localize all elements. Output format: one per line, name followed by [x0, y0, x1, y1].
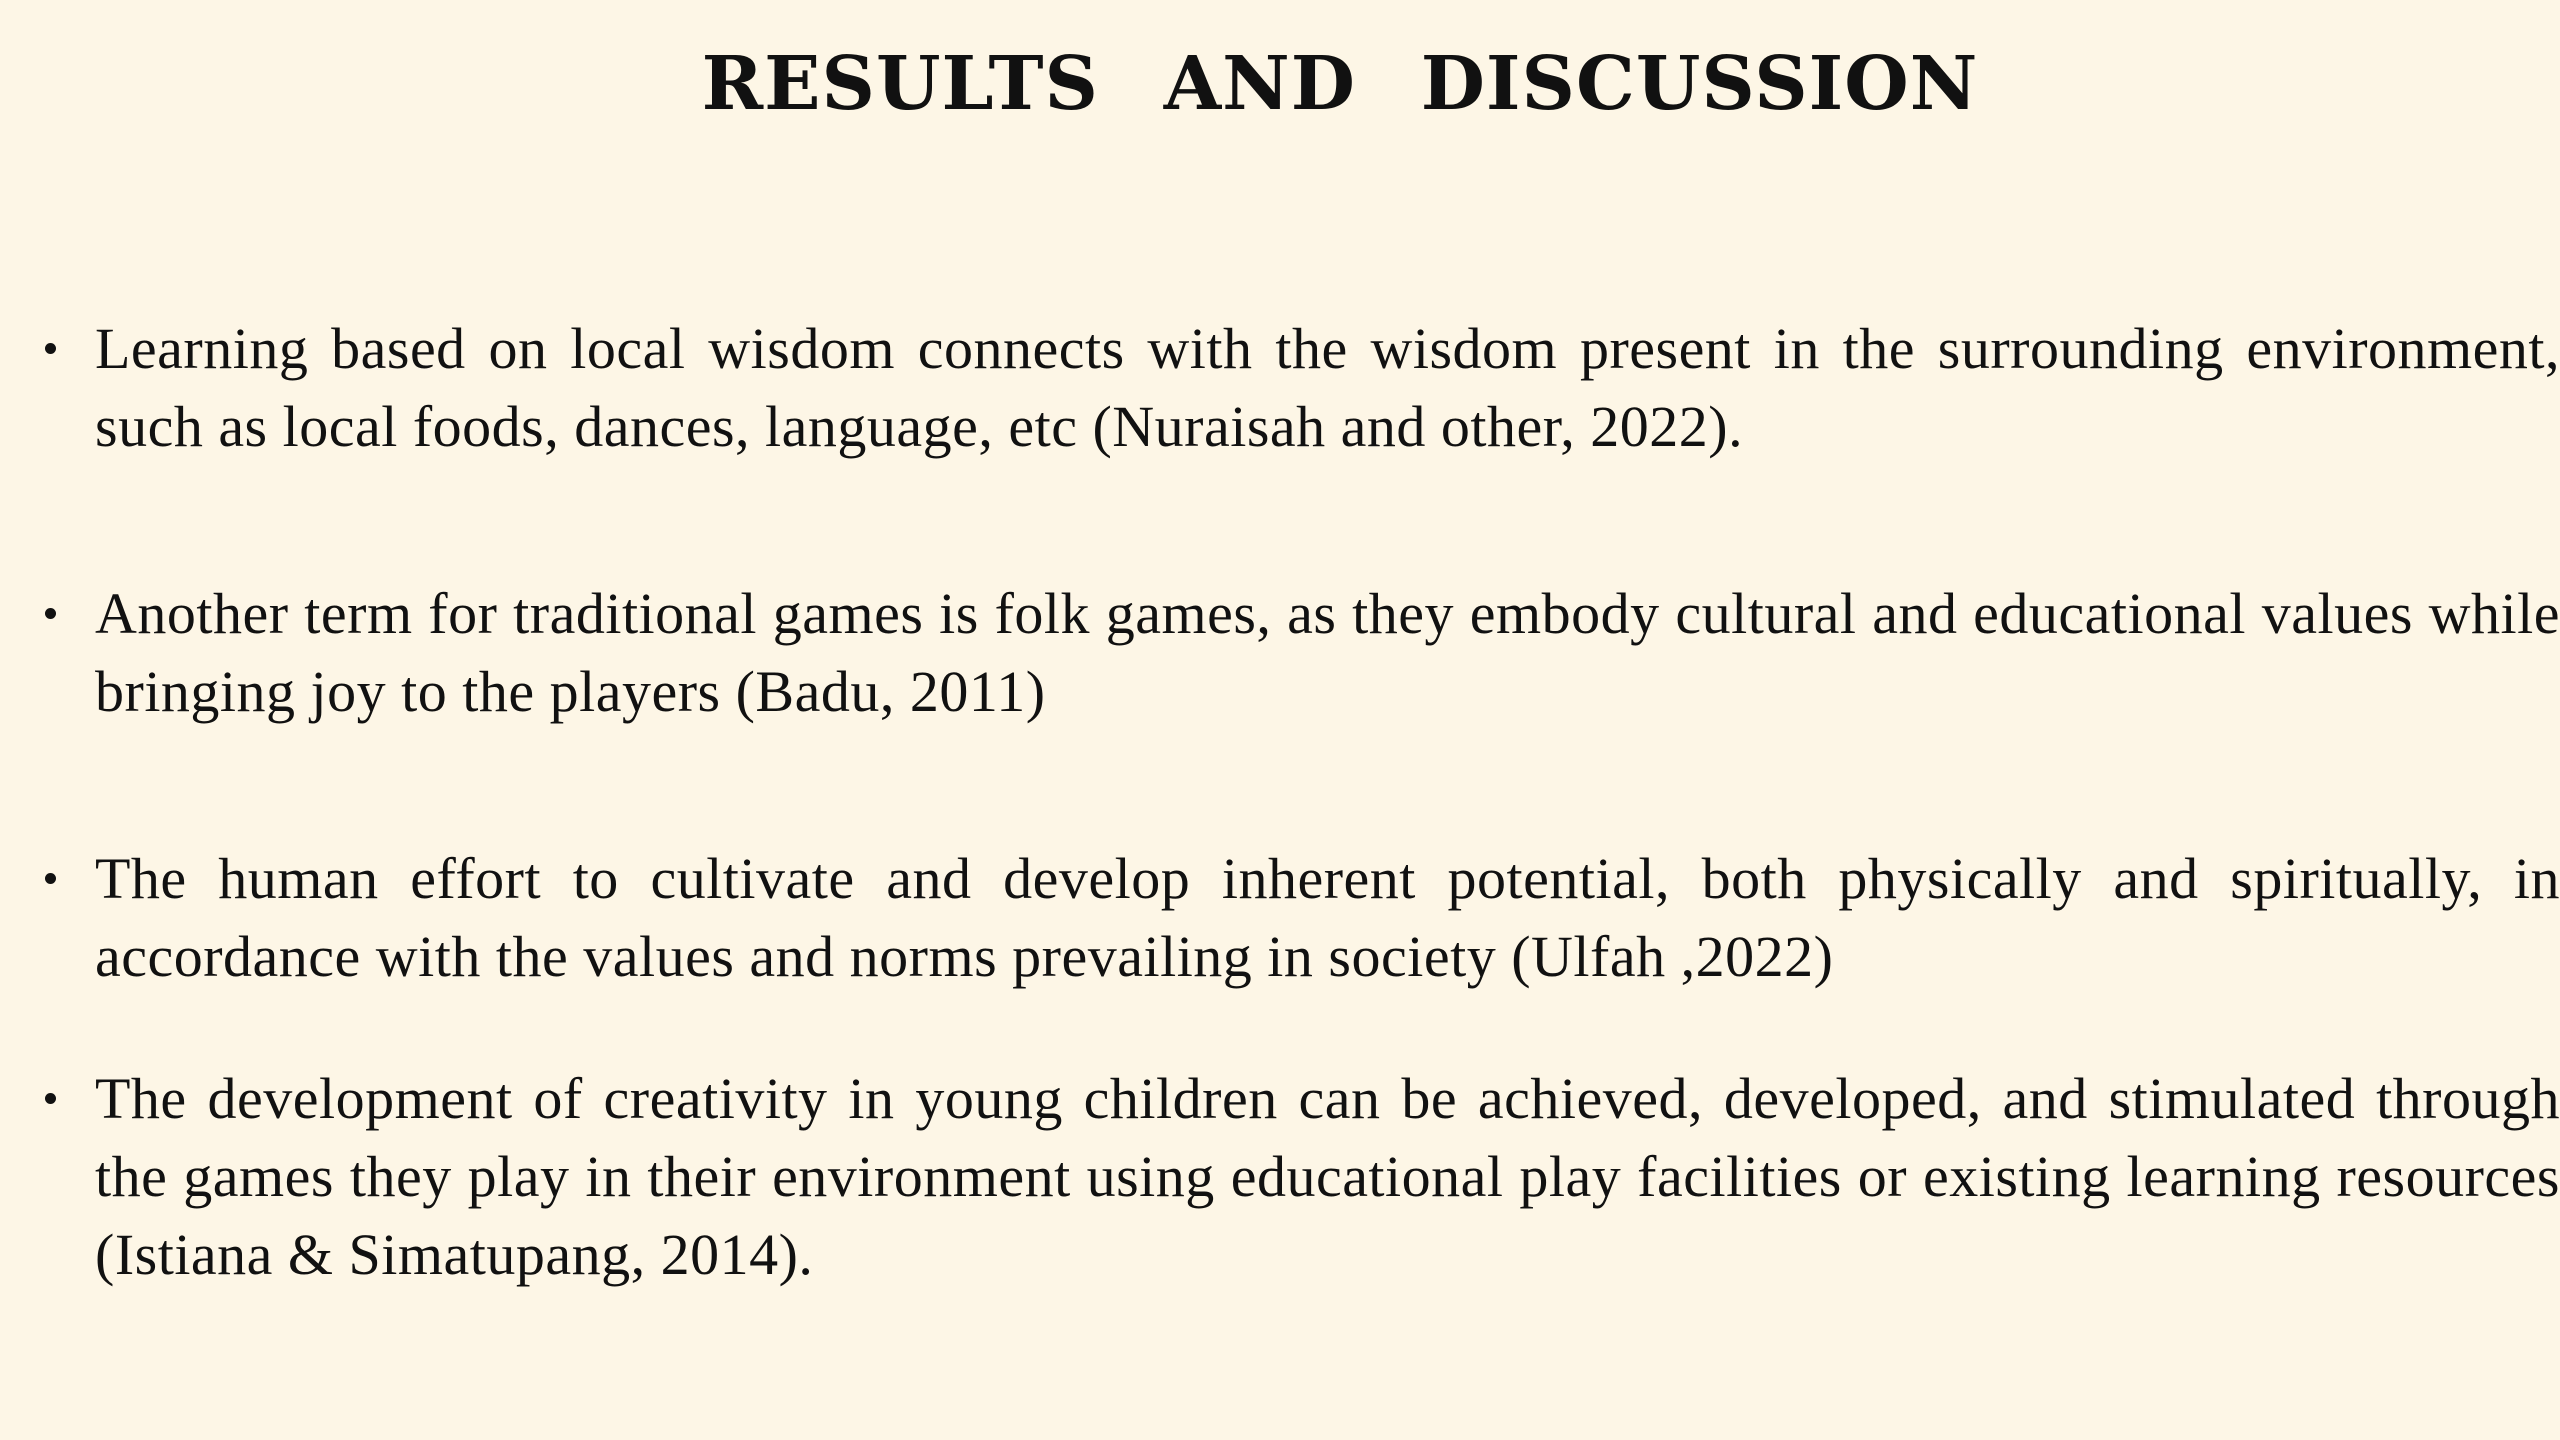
slide-title: RESULTS AND DISCUSSION [701, 41, 1979, 127]
bullet-dot-icon [40, 868, 60, 888]
bullet-text: Another term for traditional games is folk games, as they embody cultural and educational values while bringing joy to the players (Badu, 2011) [95, 581, 2560, 724]
bullet-item-creativity [40, 1060, 2560, 1294]
bullet-text: The human effort to cultivate and develop inherent potential, both physically and spiritually, in accordance with the values and norms prevailing in society (Ulfah ,2022) [95, 846, 2560, 989]
bullet-item-local-wisdom [40, 310, 2560, 466]
bullet-dot-icon [40, 338, 60, 358]
bullet-text: The development of creativity in young children can be achieved, developed, and stimulated through the games they play in their environment using educational play facilities or existing learning resources (Istiana & Simatupang, 2014). [95, 1066, 2560, 1287]
bullet-dot-icon [40, 1088, 60, 1108]
bullet-item-human-effort [40, 840, 2560, 996]
bullet-item-folk-games [40, 575, 2560, 731]
bullet-dot-icon [40, 603, 60, 623]
bullet-text: Learning based on local wisdom connects with the wisdom present in the surrounding environment, such as local foods, dances, language, etc (Nuraisah and other, 2022). [95, 316, 2560, 459]
